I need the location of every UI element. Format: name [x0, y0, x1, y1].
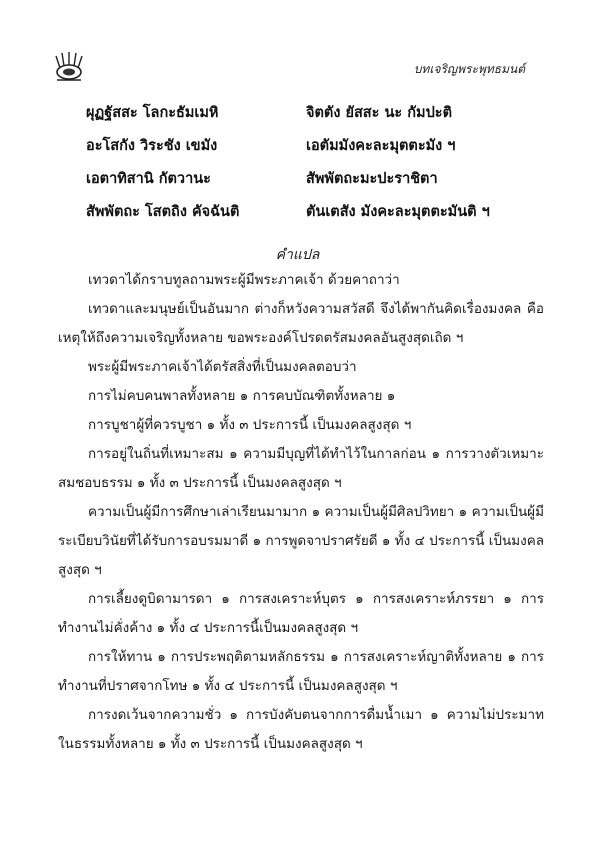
verse-right-half: จิตตัง ยัสสะ นะ กัมปะติ [306, 105, 452, 121]
translation-heading: คำแปล [275, 247, 320, 263]
translation-paragraph: พระผู้มีพระภาคเจ้าได้ตรัสสิ่งที่เป็นมงคลตอบว่า [88, 359, 357, 375]
dharma-emblem-icon [52, 50, 86, 84]
verse-line [86, 195, 546, 228]
translation-paragraph: เทวดาและมนุษย์เป็นอันมาก ต่างก็หวังความสวัสดี จึงได้พากันคิดเรื่องมงคล คือเหตุให้ถึงความเจริญทั้งหลาย ขอพระองค์โปรดตรัสมงคลอันสูงสุดเถิด ฯ [58, 301, 544, 346]
verse-line [86, 129, 546, 162]
verse-right-half: เอตัมมังคะละมุตตะมัง ฯ [306, 138, 456, 154]
translation-body [58, 266, 544, 759]
verse-line [86, 162, 546, 195]
pali-verse-block [86, 96, 546, 228]
translation-paragraph: ความเป็นผู้มีการศึกษาเล่าเรียนมามาก ๑ ความเป็นผู้มีศิลปวิทยา ๑ ความเป็นผู้มีระเบียบวินัยที่ได้รับการอบรมมาดี ๑ การพูดจาปราศรัยดี ๑ ทั้ง ๔ ประการนี้ เป็นมงคลสูงสุด ฯ [58, 504, 544, 578]
translation-paragraph: การให้ทาน ๑ การประพฤติตามหลักธรรม ๑ การสงเคราะห์ญาติทั้งหลาย ๑ การทำงานที่ปราศจากโทษ ๑ ทั้ง ๔ ประการนี้ เป็นมงคลสูงสุด ฯ [58, 649, 544, 694]
running-header-title: บทเจริญพระพุทธมนต์ [413, 62, 525, 76]
verse-left-half: อะโสกัง วิระชัง เขมัง [86, 138, 218, 154]
verse-left-half: เอตาทิสานิ กัตวานะ [86, 171, 211, 187]
translation-paragraph: การบูชาผู้ที่ควรบูชา ๑ ทั้ง ๓ ประการนี้ เป็นมงคลสูงสุด ฯ [88, 417, 412, 433]
verse-left-half: สัพพัตถะ โสตถิง คัจฉันติ [86, 204, 240, 220]
verse-line [86, 96, 546, 129]
translation-paragraph: การงดเว้นจากความชั่ว ๑ การบังคับตนจากการดื่มน้ำเมา ๑ ความไม่ประมาทในธรรมทั้งหลาย ๑ ทั้ง ๓ ประการนี้ เป็นมงคลสูงสุด ฯ [58, 707, 544, 752]
translation-paragraph: การอยู่ในถิ่นที่เหมาะสม ๑ ความมีบุญที่ได้ทำไว้ในกาลก่อน ๑ การวางตัวเหมาะสมชอบธรรม ๑ ทั้ง ๓ ประการนี้ เป็นมงคลสูงสุด ฯ [58, 446, 544, 491]
translation-paragraph: เทวดาได้กราบทูลถามพระผู้มีพระภาคเจ้า ด้วยคาถาว่า [88, 272, 400, 288]
verse-right-half: ตันเตสัง มังคะละมุตตะมันติ ฯ [306, 204, 490, 220]
verse-right-half: สัพพัตถะมะปะราชิตา [306, 171, 438, 187]
verse-left-half: ผุฏฐัสสะ โลกะธัมเมหิ [86, 105, 219, 121]
translation-paragraph: การไม่คบคนพาลทั้งหลาย ๑ การคบบัณฑิตทั้งหลาย ๑ [88, 388, 396, 404]
translation-paragraph: การเลี้ยงดูบิดามารดา ๑ การสงเคราะห์บุตร ๑ การสงเคราะห์ภรรยา ๑ การทำงานไม่คั่งค้าง ๑ ทั้ง ๔ ประการนี้เป็นมงคลสูงสุด ฯ [58, 591, 544, 636]
